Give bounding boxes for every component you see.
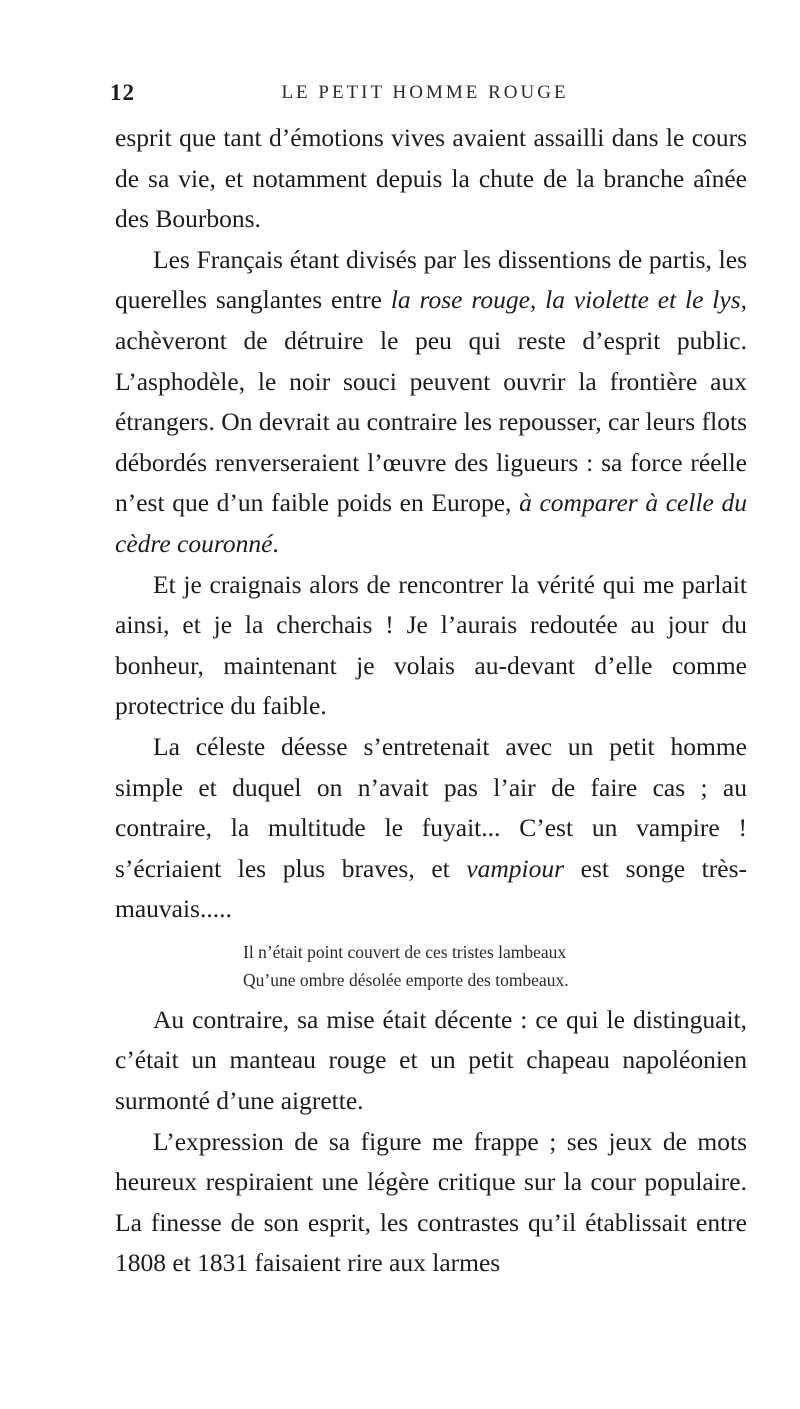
- paragraph-verite: Et je craignais alors de rencontrer la vérité qui me parlait ainsi, et je la cherchais ! Je l’aurais redoutée au jour du bonheur, maintenant je volais au-devant d’elle comme protectrice du faible.: [115, 569, 747, 721]
- verse-line: Il n’était point couvert de ces tristes lambeaux: [243, 941, 567, 962]
- text-run: La céleste déesse s’entretenait avec un petit homme simple et duquel on n’avait pas l’air de faire cas ; au contraire, la multitude le fuyait... C’est un vampire ! s’écriaient les plus braves, et: [115, 731, 747, 883]
- paragraph-francais-divises: [115, 240, 747, 565]
- paragraph-expression: L’expression de sa figure me frappe ; ses jeux de mots heureux respiraient une légère critique sur la cour populaire. La finesse de son esprit, les contrastes qu’il établissait entre 1808 et 1831 faisaient rire aux larmes: [115, 1126, 747, 1278]
- text-run: , achèveront de détruire le peu qui reste d’esprit public. L’asphodèle, le noir souci peuvent ouvrir la frontière aux étrangers. On devrait au contraire les repousser, car leurs flots débordés renverseraient l’œuvre des ligueurs : sa force réelle n’est que d’un faible poids en Europe,: [115, 285, 747, 518]
- paragraph-continuation: esprit que tant d’émotions vives avaient assailli dans le cours de sa vie, et notamment depuis la chute de la branche aînée des Bourbons.: [115, 123, 747, 234]
- italic-cedre: à comparer à celle du cèdre couronné: [115, 488, 748, 558]
- verse-quote: [115, 938, 747, 994]
- body-text: [115, 118, 747, 1284]
- paragraph-celeste-deesse: [115, 727, 747, 930]
- paragraph-mise-decente: Au contraire, sa mise était décente : ce qui le distinguait, c’était un manteau rouge et un petit chapeau napoléonien surmonté d’une aigrette.: [115, 1004, 747, 1116]
- text-run: .: [272, 528, 279, 558]
- page-header: [110, 80, 740, 110]
- italic-flowers: la rose rouge, la violette et le lys: [390, 285, 741, 315]
- verse-line: Qu’une ombre désolée emporte des tombeaux.: [243, 969, 569, 990]
- text-run: est songe très-mauvais.....: [115, 853, 747, 924]
- page-number: 12: [110, 80, 135, 105]
- text-run: Les Français étant divisés par les dissentions de partis, les querelles sanglantes entre: [115, 244, 747, 315]
- italic-vampiour: vampiour: [466, 853, 565, 883]
- running-head: LE PETIT HOMME ROUGE: [281, 82, 569, 103]
